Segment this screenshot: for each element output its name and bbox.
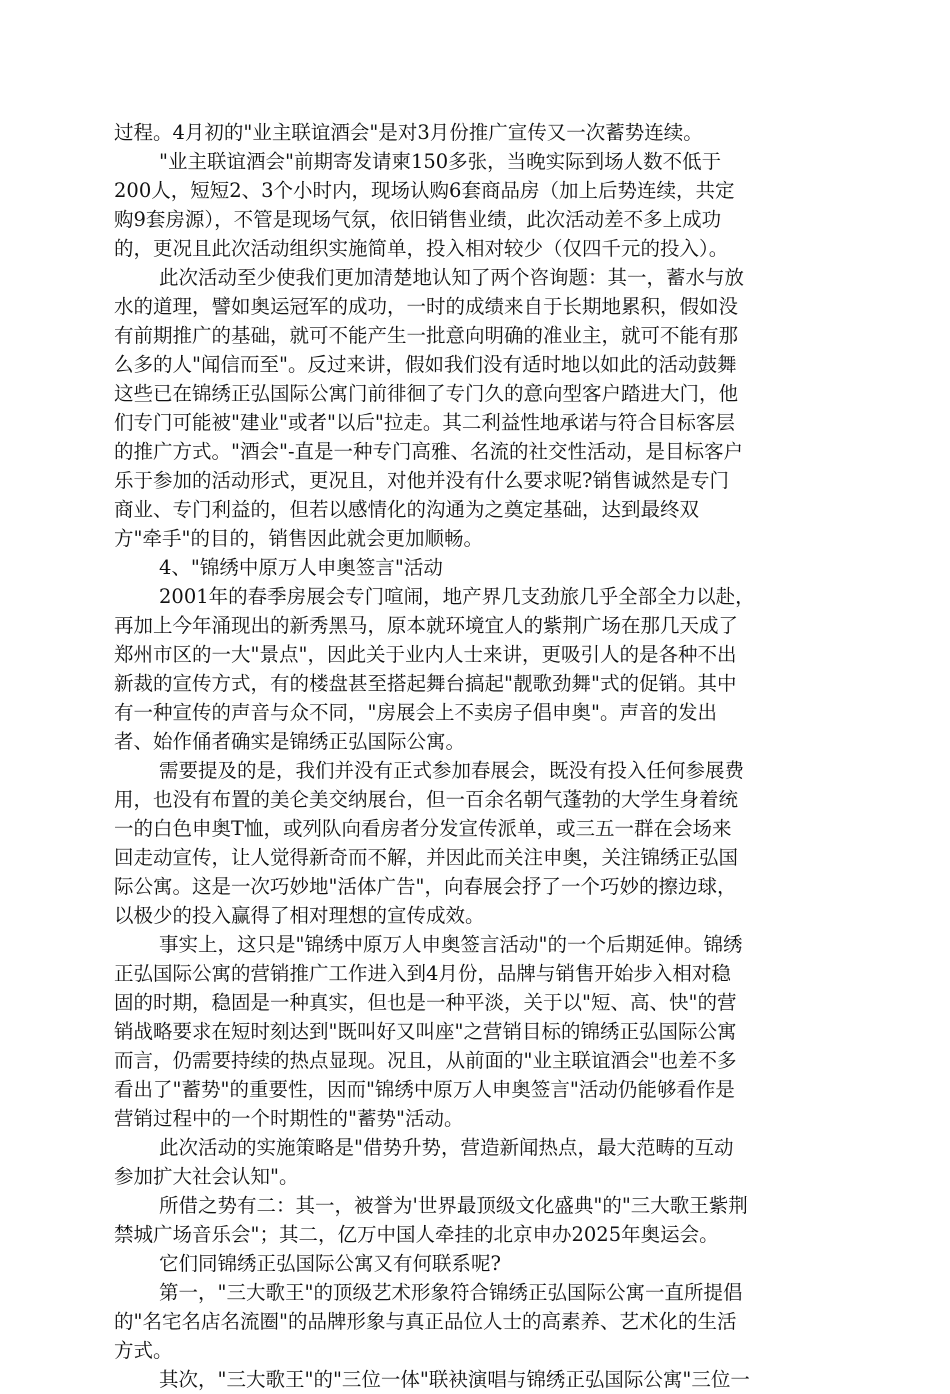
text-line: 200人，短短2、3个小时内，现场认购6套商品房（加上后势连续，共定 [114, 179, 735, 202]
text-line: 商业、专门利益的，但若以感情化的沟通为之奠定基础，达到最终双 [114, 498, 700, 521]
text-line: 2001年的春季房展会专门喧闹，地产界几支劲旅几乎全部全力以赴， [159, 585, 755, 608]
text-line: 看出了"蓄势"的重要性，因而"锦绣中原万人申奥签言"活动仍能够看作是 [114, 1078, 735, 1101]
text-line: 新裁的宣传方式，有的楼盘甚至搭起舞台搞起"靓歌劲舞"式的促销。其中 [114, 672, 737, 695]
text-line: 有前期推广的基础，就可不能产生一批意向明确的准业主，就可不能有那 [114, 324, 739, 347]
text-line: 有一种宣传的声音与众不同，"房展会上不卖房子倡申奥"。声音的发出 [114, 701, 717, 724]
text-line: 禁城广场音乐会"；其二，亿万中国人牵挂的北京申办2025年奥运会。 [114, 1223, 719, 1246]
text-line: 所借之势有二：其一，被誉为'世界最顶级文化盛典"的"三大歌王紫荆 [159, 1194, 748, 1217]
text-line: 需要提及的是，我们并没有正式参加春展会，既没有投入任何参展费 [159, 759, 745, 782]
text-line: 营销过程中的一个时期性的"蓄势"活动。 [114, 1107, 464, 1130]
text-line: 参加扩大社会认知"。 [114, 1165, 299, 1188]
text-line: 销战略要求在短时刻达到"既叫好又叫座"之营销目标的锦绣正弘国际公寓 [114, 1020, 737, 1043]
document-body [114, 118, 826, 1394]
text-line: 正弘国际公寓的营销推广工作进入到4月份，品牌与销售开始步入相对稳 [114, 962, 731, 985]
text-line: 以极少的投入赢得了相对理想的宣传成效。 [114, 904, 485, 927]
text-line: 此次活动至少使我们更加清楚地认知了两个咨询题：其一，蓄水与放 [159, 266, 745, 289]
text-line: 水的道理，譬如奥运冠军的成功，一时的成绩来自于长期地累积，假如没 [114, 295, 739, 318]
text-line: 方式。 [114, 1339, 173, 1362]
text-line: 用，也没有布置的美仑美交纳展台，但一百余名朝气蓬勃的大学生身着统 [114, 788, 739, 811]
text-line: 这些已在锦绣正弘国际公寓门前徘徊了专门久的意向型客户踏进大门，他 [114, 382, 739, 405]
text-line: "业主联谊酒会"前期寄发请柬150多张，当晚实际到场人数不低于 [159, 150, 722, 173]
text-line: 回走动宣传，让人觉得新奇而不解，并因此而关注申奥，关注锦绣正弘国 [114, 846, 739, 869]
text-line: 的，更况且此次活动组织实施简单，投入相对较少（仅四千元的投入）。 [114, 237, 729, 260]
text-line: 其次，"三大歌王"的"三位一体"联袂演唱与锦绣正弘国际公寓"三位一 [159, 1368, 750, 1391]
text-line: 购9套房源），不管是现场气氛，依旧销售业绩，此次活动差不多上成功 [114, 208, 722, 231]
text-line: 的推广方式。"酒会"-直是一种专门高雅、名流的社交性活动，是目标客户 [114, 440, 744, 463]
text-line: 它们同锦绣正弘国际公寓又有何联系呢? [159, 1252, 501, 1275]
text-line: 的"名宅名店名流圈"的品牌形象与真正品位人士的高素养、艺术化的生活 [114, 1310, 737, 1333]
text-line: 过程。4月初的"业主联谊酒会"是对3月份推广宣传又一次蓄势连续。 [114, 121, 703, 144]
text-line: 一的白色申奥T恤，或列队向看房者分发宣传派单，或三五一群在会场来 [114, 817, 732, 840]
text-line: 再加上今年涌现出的新秀黑马，原本就环境宜人的紫荆广场在那几天成了 [114, 614, 739, 637]
text-line: 们专门可能被"建业"或者"以后"拉走。其二利益性地承诺与符合目标客层 [114, 411, 735, 434]
text-line: 方"牵手"的目的，销售因此就会更加顺畅。 [114, 527, 483, 550]
text-line: 乐于参加的活动形式，更况且，对他并没有什么要求呢?销售诚然是专门 [114, 469, 729, 492]
text-line: 固的时期，稳固是一种真实，但也是一种平淡，关于以"短、高、快"的营 [114, 991, 737, 1014]
text-line: 此次活动的实施策略是"借势升势，营造新闻热点，最大范畴的互动 [159, 1136, 734, 1159]
text-line: 者、始作俑者确实是锦绣正弘国际公寓。 [114, 730, 466, 753]
text-line: 么多的人"闻信而至"。反过来讲，假如我们没有适时地以如此的活动鼓舞 [114, 353, 737, 376]
text-line: 而言，仍需要持续的热点显现。况且，从前面的"业主联谊酒会"也差不多 [114, 1049, 737, 1072]
text-line: 郑州市区的一大"景点"，因此关于业内人士来讲，更吸引人的是各种不出 [114, 643, 737, 666]
text-line: 4、"锦绣中原万人申奥签言"活动 [159, 556, 443, 579]
text-line: 第一，"三大歌王"的顶级艺术形象符合锦绣正弘国际公寓一直所提倡 [159, 1281, 743, 1304]
text-line: 际公寓。这是一次巧妙地"活体广告"，向春展会抒了一个巧妙的擦边球， [114, 875, 737, 898]
text-line: 事实上，这只是"锦绣中原万人申奥签言活动"的一个后期延伸。锦绣 [159, 933, 743, 956]
